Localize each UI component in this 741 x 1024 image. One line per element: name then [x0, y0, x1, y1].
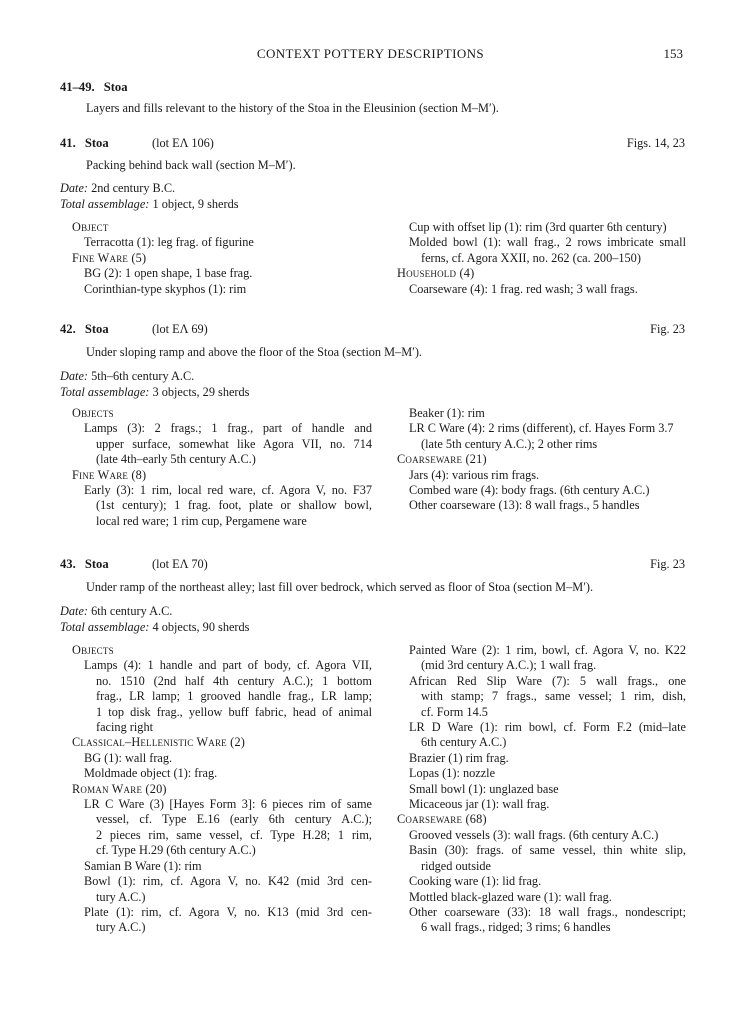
list-item: Combed ware (4): body frags. (6th century A.C.) — [409, 483, 650, 498]
list-item: tury A.C.) — [96, 889, 146, 904]
total-value: 4 objects, 90 sherds — [152, 620, 250, 634]
date-label: Date: — [60, 369, 88, 383]
list-item: LR C Ware (3) [Hayes Form 3]: 6 pieces rim of same — [84, 797, 372, 812]
list-item: vessel, cf. Type E.16 (early 6th century A.C.); — [96, 812, 372, 827]
list-item: LR D Ware (1): rim bowl, cf. Form F.2 (mid–late — [409, 720, 686, 735]
list-item: ferns, cf. Agora XXII, no. 262 (ca. 200–150) — [421, 250, 641, 265]
list-item: Other coarseware (33): 18 wall frags., nondescript; — [409, 904, 686, 919]
category-heading: Coarseware (21) — [397, 452, 487, 467]
section-41-heading — [60, 136, 685, 152]
list-item: Early (3): 1 rim, local red ware, cf. Agora V, no. F37 — [84, 483, 372, 498]
list-item: Samian B Ware (1): rim — [84, 858, 202, 873]
section-41-description: Packing behind back wall (section M–M′). — [86, 158, 296, 172]
list-item: (late 5th century A.C.); 2 other rims — [421, 436, 598, 451]
section-figs: Figs. 14, 23 — [626, 136, 685, 150]
list-item: Terracotta (1): leg frag. of figurine — [84, 235, 254, 250]
section-figs: Fig. 23 — [650, 557, 685, 571]
list-item: 6 wall frags., ridged; 3 rims; 6 handles — [421, 920, 611, 935]
list-item: Grooved vessels (3): wall frags. (6th century A.C.) — [409, 827, 659, 842]
group-name: Stoa — [103, 80, 128, 94]
list-item: ridged outside — [421, 858, 492, 873]
section-figs: Fig. 23 — [650, 322, 685, 336]
section-number: 43. — [60, 557, 76, 571]
section-number: 42. — [60, 322, 76, 336]
page-number: 153 — [663, 46, 683, 61]
group-number: 41–49. — [60, 80, 95, 94]
list-item: 6th century A.C.) — [421, 735, 507, 750]
list-item: (1st century); 1 frag. foot, plate or shallow bowl, — [96, 498, 372, 513]
section-name: Stoa — [84, 136, 109, 150]
list-item: Moldmade object (1): frag. — [84, 766, 218, 781]
list-item: Beaker (1): rim — [409, 406, 485, 420]
running-head — [0, 46, 741, 64]
section-41-right-list — [397, 220, 686, 297]
list-item: (mid 3rd century A.C.); 1 wall frag. — [421, 658, 597, 673]
group-description: Layers and fills relevant to the history of the Stoa in the Eleusinion (section M–M′). — [86, 101, 499, 115]
date-value: 2nd century B.C. — [91, 181, 176, 195]
section-43-description: Under ramp of the northeast alley; last fill over bedrock, which served as floor of Stoa (section M–M′). — [86, 580, 594, 594]
section-43-date — [60, 604, 680, 619]
list-item: Coarseware (4): 1 frag. red wash; 3 wall frags. — [409, 281, 638, 296]
section-42-description: Under sloping ramp and above the floor of the Stoa (section M–M′). — [86, 345, 422, 359]
list-item: facing right — [96, 720, 154, 735]
total-label: Total assemblage: — [60, 385, 150, 399]
section-name: Stoa — [84, 322, 109, 336]
list-item: Small bowl (1): unglazed base — [409, 781, 559, 796]
section-41-total — [60, 197, 680, 212]
group-heading — [60, 80, 685, 96]
list-item: local red ware; 1 rim cup, Pergamene ware — [96, 513, 307, 528]
list-item: cf. Form 14.5 — [421, 704, 488, 719]
section-43-right-list — [397, 643, 686, 936]
total-label: Total assemblage: — [60, 620, 150, 634]
section-lot: (lot ΕΛ 106) — [152, 136, 214, 150]
category-heading: Coarseware (68) — [397, 812, 487, 827]
list-item: African Red Slip Ware (7): 5 wall frags., one — [409, 673, 686, 688]
section-43-total — [60, 620, 680, 635]
category-heading: Objects — [72, 406, 114, 420]
section-number: 41. — [60, 136, 76, 150]
list-item: Micaceous jar (1): wall frag. — [409, 797, 550, 812]
list-item: LR C Ware (4): 2 rims (different), cf. Hayes Form 3.7 — [409, 421, 674, 436]
list-item: frag., LR lamp; 1 grooved handle frag., LR lamp; — [96, 689, 372, 704]
list-item: Basin (30): frags. of same vessel, thin white slip, — [409, 843, 686, 858]
total-value: 3 objects, 29 sherds — [152, 385, 250, 399]
list-item: Cooking ware (1): lid frag. — [409, 874, 542, 889]
list-item: Molded bowl (1): wall frag., 2 rows imbricate small — [409, 235, 686, 250]
date-label: Date: — [60, 604, 88, 618]
list-item: Lamps (4): 1 handle and part of body, cf. Agora VII, — [84, 658, 372, 673]
section-lot: (lot ΕΛ 69) — [152, 322, 208, 336]
total-label: Total assemblage: — [60, 197, 150, 211]
list-item: (late 4th–early 5th century A.C.) — [96, 452, 256, 467]
section-42-date — [60, 369, 680, 384]
section-43-left-list — [72, 643, 372, 936]
category-heading: Roman Ware (20) — [72, 781, 167, 796]
list-item: Lopas (1): nozzle — [409, 766, 496, 781]
list-item: Lamps (3): 2 frags.; 1 frag., part of handle and — [84, 421, 372, 436]
section-42-heading — [60, 322, 685, 338]
category-heading: Fine Ware (5) — [72, 250, 147, 265]
list-item: Mottled black-glazed ware (1): wall frag. — [409, 889, 612, 904]
list-item: Painted Ware (2): 1 rim, bowl, cf. Agora V, no. K22 — [409, 643, 686, 657]
list-item: BG (1): wall frag. — [84, 750, 173, 765]
list-item: 2 pieces rim, same vessel, cf. Type H.28; 1 rim, — [96, 827, 372, 842]
list-item: no. 1510 (2nd half 4th century A.C.); 1 bottom — [96, 673, 372, 688]
section-42-left-list — [72, 406, 372, 529]
list-item: Cup with offset lip (1): rim (3rd quarter 6th century) — [409, 220, 667, 234]
section-41-date — [60, 181, 680, 196]
list-item: with stamp; 7 frags., same vessel; 1 rim, dish, — [421, 689, 686, 704]
list-item: Bowl (1): rim, cf. Agora V, no. K42 (mid 3rd cen- — [84, 874, 372, 889]
list-item: Brazier (1) rim frag. — [409, 750, 509, 765]
list-item: 1 top disk frag., yellow buff fabric, head of animal — [96, 704, 372, 719]
date-value: 5th–6th century A.C. — [91, 369, 195, 383]
date-value: 6th century A.C. — [91, 604, 173, 618]
section-43-heading — [60, 557, 685, 573]
list-item: cf. Type H.29 (6th century A.C.) — [96, 843, 256, 858]
section-lot: (lot ΕΛ 70) — [152, 557, 208, 571]
list-item: upper surface, somewhat like Agora VII, no. 714 — [96, 436, 372, 451]
section-41-left-list — [72, 220, 372, 297]
date-label: Date: — [60, 181, 88, 195]
list-item: Corinthian-type skyphos (1): rim — [84, 281, 247, 296]
section-name: Stoa — [84, 557, 109, 571]
category-heading: Classical–Hellenistic Ware (2) — [72, 735, 246, 750]
running-title: CONTEXT POTTERY DESCRIPTIONS — [256, 46, 485, 61]
category-heading: Household (4) — [397, 266, 475, 281]
list-item: Plate (1): rim, cf. Agora V, no. K13 (mid 3rd cen- — [84, 904, 372, 919]
list-item: Other coarseware (13): 8 wall frags., 5 handles — [409, 498, 640, 513]
list-item: tury A.C.) — [96, 920, 146, 935]
section-42-total — [60, 385, 680, 400]
total-value: 1 object, 9 sherds — [152, 197, 239, 211]
list-item: BG (2): 1 open shape, 1 base frag. — [84, 266, 253, 281]
list-item: Jars (4): various rim frags. — [409, 467, 540, 482]
category-heading: Fine Ware (8) — [72, 467, 147, 482]
category-heading: Objects — [72, 643, 114, 657]
section-42-right-list — [397, 406, 686, 514]
category-heading: Object — [72, 220, 109, 234]
